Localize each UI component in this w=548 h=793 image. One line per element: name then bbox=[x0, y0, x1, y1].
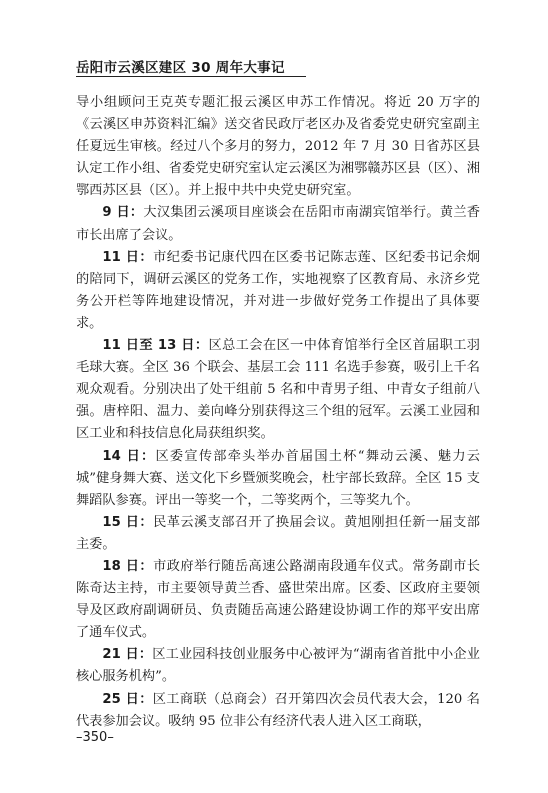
entry-date: 9 日： bbox=[102, 205, 144, 221]
entry-date: 14 日： bbox=[102, 448, 156, 464]
page-number: –350– bbox=[76, 730, 114, 745]
header-rule bbox=[76, 76, 306, 77]
entry-paragraph bbox=[76, 556, 480, 644]
entry-date: 18 日： bbox=[102, 558, 154, 574]
entry-text: 区委宣传部牵头举办首届国土杯“舞动云溪、魅力云城”健身舞大赛、送文化下乡暨颁奖晚会，杜宇部长致辞。全区 15 支舞蹈队参赛。评出一等奖一个，二等奖两个，三等奖九个。 bbox=[76, 448, 480, 508]
entry-paragraph bbox=[76, 202, 480, 246]
running-header: 岳阳市云溪区建区 30 周年大事记 bbox=[76, 60, 285, 76]
entry-date: 25 日： bbox=[102, 691, 153, 707]
entry-paragraph bbox=[76, 335, 480, 445]
entry-text: 区工商联（总商会）召开第四次会员代表大会，120 名代表参加会议。吸纳 95 位非公有经济代表人进入区工商联， bbox=[76, 691, 480, 729]
entry-date: 11 日： bbox=[102, 249, 154, 265]
entry-text: 市纪委书记康代四在区委书记陈志莲、区纪委书记余炯的陪同下，调研云溪区的党务工作，实地视察了区教育局、永济乡党务公开栏等阵地建设情况，并对进一步做好党务工作提出了具体要求。 bbox=[76, 249, 480, 331]
entry-text: 大汉集团云溪项目座谈会在岳阳市南湖宾馆举行。黄兰香市长出席了会议。 bbox=[76, 205, 480, 243]
continuation-paragraph: 导小组顾问王克英专题汇报云溪区申苏工作情况。将近 20 万字的《云溪区申苏资料汇编》送交省民政厅老区办及省委党史研究室副主任夏远生审核。经过八个多月的努力，2012 年 7 月 30 日省苏区县认定工作小组、省委党史研究室认定云溪区为湘鄂赣苏区县（区）、湘鄂西苏区县（区）。并上报中共中央党史研究室。 bbox=[76, 95, 480, 199]
entry-text: 区总工会在区一中体育馆举行全区首届职工羽毛球大赛。全区 36 个联会、基层工会 111 名选手参赛，吸引上千名观众观看。分别决出了处干组前 5 名和中青男子组、中青女子组前八强。唐梓阳、温力、姜向峰分别获得这三个组的冠军。云溪工业园和区工业和科技信息化局获组织奖。 bbox=[76, 338, 480, 442]
entry-paragraph bbox=[76, 512, 480, 556]
entry-paragraph bbox=[76, 446, 480, 512]
body-text bbox=[76, 92, 480, 733]
entry-date: 11 日至 13 日： bbox=[102, 338, 209, 354]
entry-text: 市政府举行随岳高速公路湖南段通车仪式。常务副市长陈奇达主持，市主要领导黄兰香、盛世荣出席。区委、区政府主要领导及区政府副调研员、负责随岳高速公路建设协调工作的郑平安出席了通车仪式。 bbox=[76, 558, 480, 641]
entry-paragraph bbox=[76, 644, 480, 688]
entry-text: 区工业园科技创业服务中心被评为“湖南省首批中小企业核心服务机构”。 bbox=[76, 647, 480, 685]
entry-date: 15 日： bbox=[102, 514, 154, 530]
entry-paragraph bbox=[76, 689, 480, 733]
entry-paragraph bbox=[76, 247, 480, 335]
entry-date: 21 日： bbox=[102, 647, 153, 663]
entry-text: 民革云溪支部召开了换届会议。黄旭刚担任新一届支部主委。 bbox=[76, 514, 480, 552]
